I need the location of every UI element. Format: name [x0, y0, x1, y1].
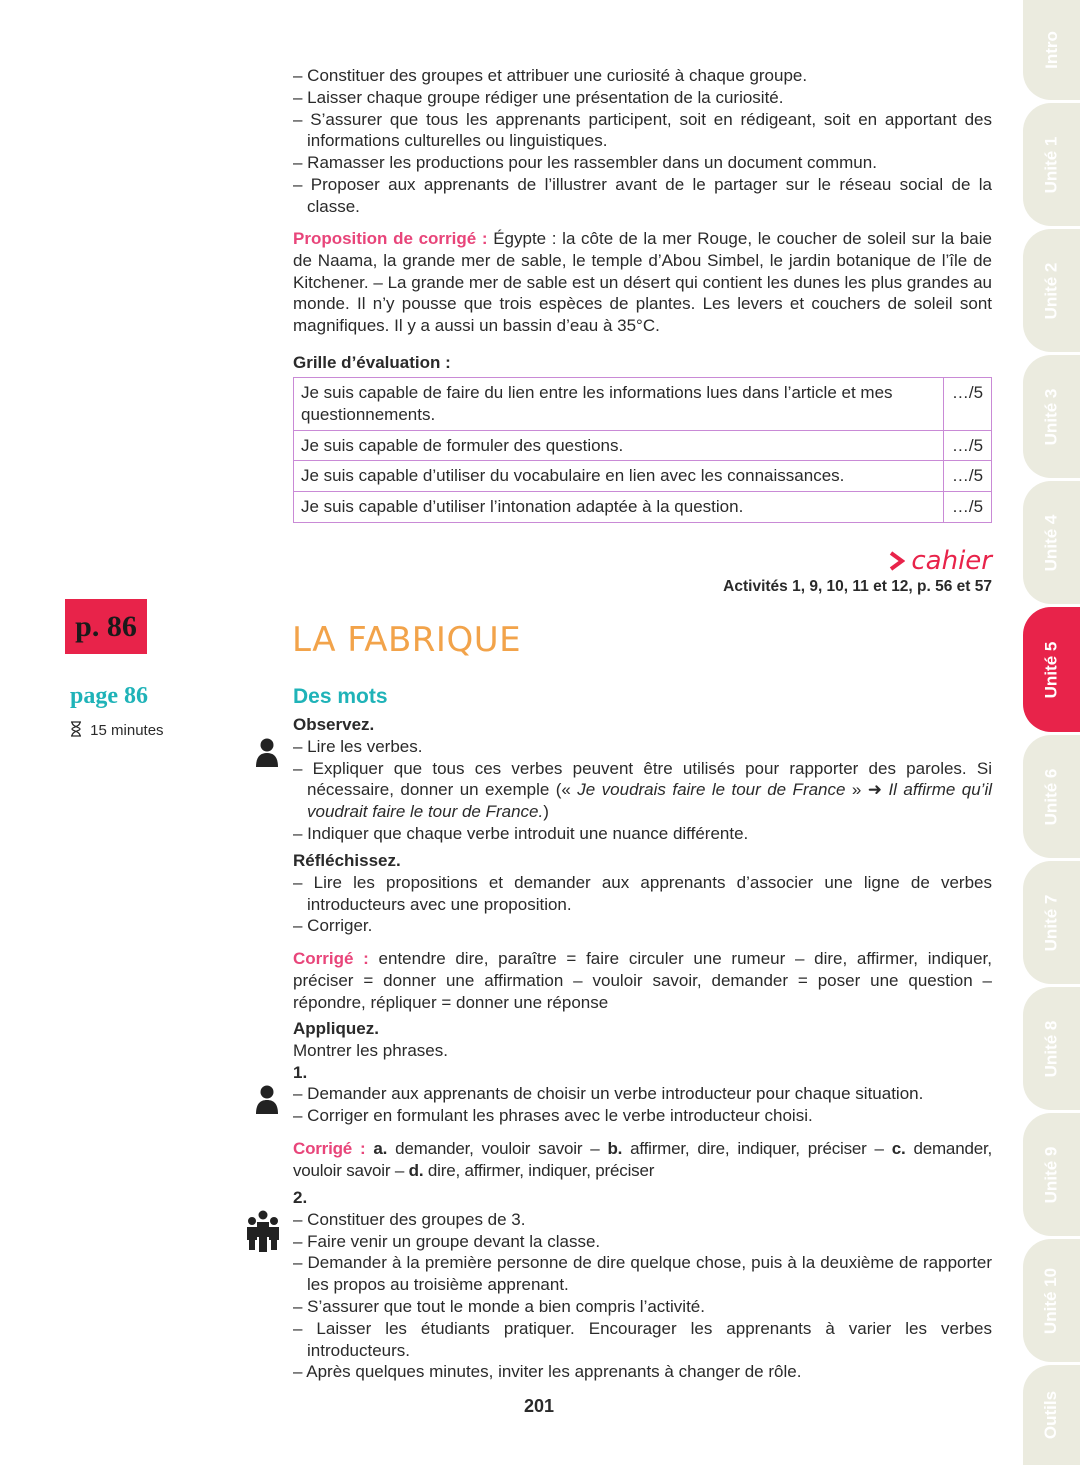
- page-badge: p. 86: [65, 599, 147, 654]
- hourglass-icon: [70, 721, 82, 737]
- tab-unite-8[interactable]: [1023, 987, 1080, 1110]
- tab-label: Unité 8: [1041, 1020, 1061, 1077]
- tab-unite-3[interactable]: [1023, 355, 1080, 478]
- reflechissez-block: [293, 850, 992, 937]
- tab-label: Unité 2: [1041, 262, 1061, 319]
- duration: [70, 721, 164, 739]
- tab-unite-9[interactable]: [1023, 1113, 1080, 1236]
- appliquez-block: [293, 1018, 992, 1127]
- cahier-activities: Activités 1, 9, 10, 11 et 12, p. 56 et 57: [723, 578, 992, 595]
- list-item: – Proposer aux apprenants de l’illustrer avant de le partager sur le réseau social de la classe.: [293, 174, 992, 216]
- tab-intro[interactable]: [1023, 0, 1080, 100]
- proposition-label: Proposition de corrigé :: [293, 229, 488, 248]
- cahier-label: cahier: [911, 546, 992, 576]
- grille-score: …/5: [944, 430, 992, 461]
- appliquez-heading: Appliquez.: [293, 1019, 379, 1038]
- tab-unite-5[interactable]: [1023, 607, 1080, 732]
- corrige-block: [293, 1138, 992, 1182]
- list-item: – Demander à la première personne de dire quelque chose, puis à la deuxième de rapporter les propos au troisième apprenant.: [293, 1253, 992, 1295]
- margin-page-ref: page 86: [70, 683, 148, 709]
- observez-heading: Observez.: [293, 715, 375, 734]
- observez-block: [293, 714, 992, 845]
- answer-letter: a.: [373, 1139, 388, 1158]
- tab-label: Unité 9: [1041, 1146, 1061, 1203]
- answer-letter: b.: [607, 1139, 623, 1158]
- tab-unite-7[interactable]: [1023, 861, 1080, 984]
- grille-criterion: Je suis capable de formuler des questions.: [294, 430, 944, 461]
- list-item: – Constituer des groupes de 3.: [293, 1209, 526, 1229]
- list-item: – Lire les propositions et demander aux apprenants d’associer une ligne de verbes introducteurs avec une proposition.: [293, 872, 992, 914]
- observez-item-text: – Expliquer que tous ces verbes peuvent être utilisés pour rapporter des paroles. Si nécessaire, donner un exemple («: [293, 758, 992, 800]
- grille-score: …/5: [944, 492, 992, 523]
- tab-label: Unité 7: [1041, 894, 1061, 951]
- list-item: – Demander aux apprenants de choisir un verbe introducteur pour chaque situation.: [293, 1084, 924, 1104]
- grille-score: …/5: [944, 461, 992, 492]
- answer-text: demander, vouloir savoir –: [293, 1139, 993, 1180]
- example-end: ): [543, 802, 549, 822]
- corrige-label: Corrigé :: [293, 949, 369, 968]
- list-item: [293, 758, 992, 823]
- list-item: – Lire les verbes.: [293, 736, 423, 756]
- answer-text: affirmer, dire, indiquer, préciser –: [622, 1139, 892, 1158]
- exercise-2-block: [293, 1187, 992, 1383]
- list-item: – S’assurer que tous les apprenants participent, soit en rédigeant, soit en apportant des informations culturelles ou linguistiques.: [293, 109, 992, 151]
- list-item: – Faire venir un groupe devant la classe.: [293, 1231, 601, 1251]
- list-item: – Indiquer que chaque verbe introduit une nuance différente.: [293, 823, 749, 843]
- example-arrow: » ➜: [845, 780, 889, 800]
- list-item: – Corriger en formulant les phrases avec le verbe introducteur choisi.: [293, 1106, 813, 1126]
- reflechissez-heading: Réfléchissez.: [293, 851, 401, 870]
- tab-label: Intro: [1041, 31, 1061, 69]
- tab-label: Unité 6: [1041, 768, 1061, 825]
- group-icon: [246, 1210, 280, 1252]
- grille-criterion: Je suis capable d’utiliser l’intonation adaptée à la question.: [294, 492, 944, 523]
- list-item: – Ramasser les productions pour les rassembler dans un document commun.: [293, 153, 877, 173]
- proposition-corrige: [293, 228, 992, 337]
- duration-text: 15 minutes: [90, 722, 164, 739]
- tab-label: Unité 10: [1041, 1267, 1061, 1334]
- answer-letter: c.: [891, 1139, 906, 1158]
- chevron-right-icon: [889, 551, 905, 571]
- grille-criterion: Je suis capable de faire du lien entre les informations lues dans l’article et mes questionnements.: [294, 378, 944, 431]
- individual-icon: [255, 1085, 279, 1115]
- tab-label: Unité 5: [1041, 641, 1061, 698]
- table-row: [294, 492, 992, 523]
- corrige-text: entendre dire, paraître = faire circuler une rumeur – dire, affirmer, indiquer, préciser = donner une affirmation – vouloir savoir, demander = poser une question – répondre, répliquer = donner une réponse: [293, 949, 992, 1012]
- answer-text: dire, affirmer, indiquer, préciser: [423, 1160, 655, 1180]
- tab-unite-4[interactable]: [1023, 481, 1080, 604]
- tab-label: Outils: [1041, 1390, 1061, 1440]
- section-title: LA FABRIQUE: [292, 620, 522, 660]
- answer-letter: d.: [408, 1160, 424, 1180]
- grille-table: [293, 377, 992, 523]
- table-row: [294, 461, 992, 492]
- list-item: – Laisser chaque groupe rédiger une présentation de la curiosité.: [293, 87, 784, 107]
- table-row: [294, 430, 992, 461]
- exercise-number: 2.: [293, 1188, 308, 1207]
- exercise-number: 1.: [293, 1062, 308, 1082]
- corrige-block: [293, 948, 992, 1013]
- proposition-text: Égypte : la côte de la mer Rouge, le coucher de soleil sur la baie de Naama, la grande mer de sable, le temple d’Abou Simbel, le jardin botanique de l’île de Kitchener. – La grande mer de sable est un désert qui contient les dunes les plus grandes au monde. Il n’y pousse que trois espèces de plantes. Les levers et couchers de soleil sont magnifiques. Il y a aussi un bassin d’eau à 35°C.: [293, 229, 992, 336]
- corrige-label: Corrigé :: [293, 1139, 366, 1158]
- tab-label: Unité 3: [1041, 388, 1061, 445]
- list-item: – Corriger.: [293, 916, 373, 936]
- list-item: – Constituer des groupes et attribuer une curiosité à chaque groupe.: [293, 66, 808, 85]
- list-item: – S’assurer que tout le monde a bien compris l’activité.: [293, 1296, 705, 1316]
- tab-label: Unité 1: [1041, 136, 1061, 193]
- appliquez-intro: Montrer les phrases.: [293, 1040, 448, 1060]
- section-subtitle: Des mots: [293, 685, 388, 708]
- example-direct-speech: Je voudrais faire le tour de France: [577, 780, 846, 800]
- tab-unite-10[interactable]: [1023, 1239, 1080, 1362]
- list-item: – Après quelques minutes, inviter les apprenants à changer de rôle.: [293, 1362, 802, 1382]
- individual-icon: [255, 738, 279, 768]
- tab-unite-2[interactable]: [1023, 229, 1080, 352]
- tab-unite-6[interactable]: [1023, 735, 1080, 858]
- grille-title: Grille d’évaluation :: [293, 353, 451, 372]
- top-instructions: [293, 65, 992, 218]
- list-item: – Laisser les étudiants pratiquer. Encourager les apprenants à varier les verbes introducteurs.: [293, 1318, 992, 1360]
- page-number: 201: [523, 1396, 555, 1416]
- grille-criterion: Je suis capable d’utiliser du vocabulaire en lien avec les connaissances.: [294, 461, 944, 492]
- tab-outils[interactable]: [1023, 1365, 1080, 1465]
- tab-unite-1[interactable]: [1023, 103, 1080, 226]
- tab-label: Unité 4: [1041, 514, 1061, 571]
- grille-score: …/5: [944, 378, 992, 431]
- example-reported-speech: Il affirme qu’il voudrait faire le tour de France.: [307, 780, 992, 822]
- answer-text: demander, vouloir savoir –: [387, 1139, 608, 1158]
- cahier-link[interactable]: [760, 546, 992, 576]
- table-row: [294, 378, 992, 431]
